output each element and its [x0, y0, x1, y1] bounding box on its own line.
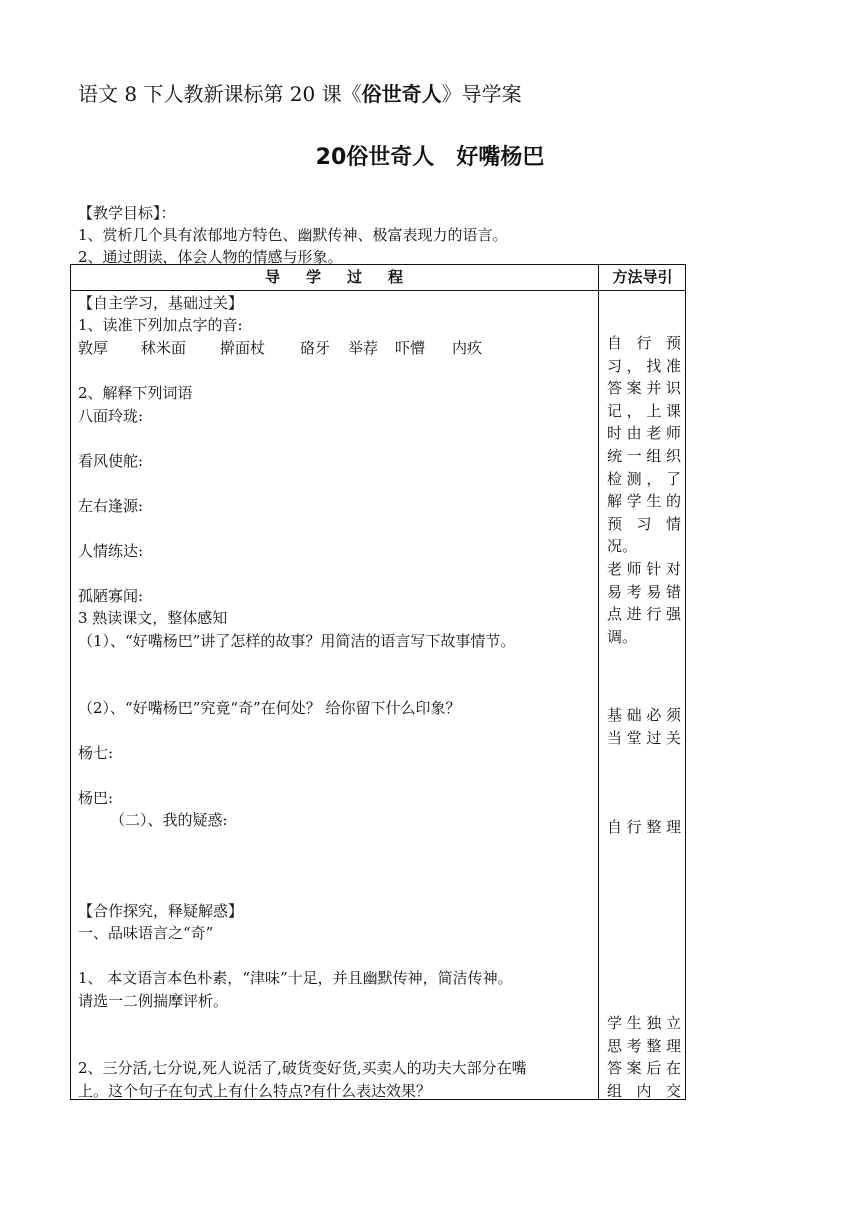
- term-5: 孤陋寡闻:: [78, 587, 144, 605]
- word-item: 举荐: [348, 339, 379, 357]
- side-note-line: 答案后在: [607, 1059, 681, 1078]
- title-number: 20: [315, 145, 347, 170]
- objectives-heading: 【教学目标】：: [78, 204, 176, 222]
- side-note-line: 易考易错: [607, 582, 681, 601]
- side-note-line: 习，找准: [607, 356, 681, 375]
- word-item: 秫米面: [141, 339, 187, 357]
- side-note-preview: [607, 332, 681, 648]
- title-part2: 好嘴杨巴: [456, 145, 545, 170]
- main-title: [0, 140, 860, 171]
- side-note-line: 解学生的: [607, 492, 681, 511]
- title-part1: 俗世奇人: [346, 145, 435, 170]
- side-note-line: 自 行 预: [607, 334, 681, 352]
- side-note-line: 自行整理: [607, 818, 681, 836]
- table-header-divider: [70, 290, 686, 291]
- section-self-study: 【自主学习，基础过关】: [78, 294, 244, 312]
- header-suffix: 》导学案: [441, 82, 522, 106]
- side-note-line: 时由老师: [607, 424, 681, 443]
- side-note-line: 预 习 情: [607, 514, 681, 533]
- coop-question-2-line-1: 2、三分活,七分说,死人说活了,破货变好货,买卖人的功夫大部分在嘴: [78, 1059, 527, 1077]
- coop-question-2-line-2: 上。这个句子在句式上有什么特点?有什么表达效果？: [78, 1082, 432, 1100]
- answer-yang-qi: 杨七:: [78, 744, 114, 762]
- header-prefix: 语文 8 下人教新课标第 20 课《: [78, 82, 362, 106]
- word-item: 擀面杖: [220, 339, 266, 357]
- term-2: 看风使舵:: [78, 452, 144, 470]
- side-note-line: 检测，了: [607, 469, 681, 488]
- side-note-line: 记，上课: [607, 401, 681, 420]
- header-bold-title: 俗世奇人: [361, 82, 442, 106]
- side-note-line: 况。: [607, 537, 638, 556]
- side-note-line: 思考整理: [607, 1036, 681, 1055]
- side-note-line: 基础必须: [607, 706, 681, 724]
- objective-item-1: 1、赏析几个具有浓郁地方特色、幽默传神、极富表现力的语言。: [78, 226, 508, 244]
- side-note-line: 答案并识: [607, 379, 681, 398]
- side-note-line: 当堂过关: [607, 728, 681, 747]
- side-note-line: 老师针对: [607, 559, 681, 578]
- side-note-basics: [607, 704, 681, 749]
- question-3: 3 熟读课文，整体感知: [78, 609, 228, 627]
- word-item: 吓懵: [395, 339, 426, 357]
- objective-item-2: 2、通过朗读，体会人物的情感与形象。: [78, 248, 343, 266]
- side-note-line: 组 内 交: [607, 1081, 681, 1100]
- term-3: 左右逢源:: [78, 497, 144, 515]
- side-note-line: 点进行强: [607, 605, 681, 624]
- side-note-organize: [607, 816, 681, 839]
- document-header: [78, 78, 522, 107]
- pronunciation-words: [78, 337, 482, 358]
- question-3-1: （1）、“好嘴杨巴”讲了怎样的故事？用简洁的语言写下故事情节。: [78, 632, 516, 650]
- table-column-divider: [598, 264, 599, 1100]
- answer-yang-ba: 杨巴:: [78, 789, 114, 807]
- coop-question-1-line-2: 请选一二例揣摩评析。: [78, 992, 229, 1010]
- side-note-line: 学生独立: [607, 1014, 681, 1032]
- question-3-2: （2）、“好嘴杨巴”究竟“奇”在何处？ 给你留下什么印象？: [78, 699, 461, 717]
- table-header-main: 导学过程: [264, 268, 429, 286]
- term-4: 人情练达:: [78, 542, 144, 560]
- question-1: 1、读准下列加点字的音:: [78, 316, 243, 334]
- side-note-line: 调。: [607, 627, 638, 646]
- question-2: 2、解释下列词语: [78, 384, 193, 402]
- section-cooperation: 【合作探究，释疑解惑】: [78, 902, 244, 920]
- word-item: 敦厚: [78, 339, 109, 357]
- side-note-line: 统一组织: [607, 446, 681, 465]
- part-one-heading: 一、品味语言之“奇”: [78, 924, 214, 942]
- side-note-independent: [607, 1012, 681, 1102]
- word-item: 硌牙: [300, 339, 331, 357]
- coop-question-1-line-1: 1、 本文语言本色朴素，“津味”十足，并且幽默传神，简洁传神。: [78, 969, 513, 987]
- word-item: 内疚: [452, 339, 483, 357]
- table-header-side: 方法导引: [612, 268, 673, 286]
- my-doubts: （二）、我的疑惑:: [110, 811, 228, 829]
- term-1: 八面玲珑:: [78, 407, 144, 425]
